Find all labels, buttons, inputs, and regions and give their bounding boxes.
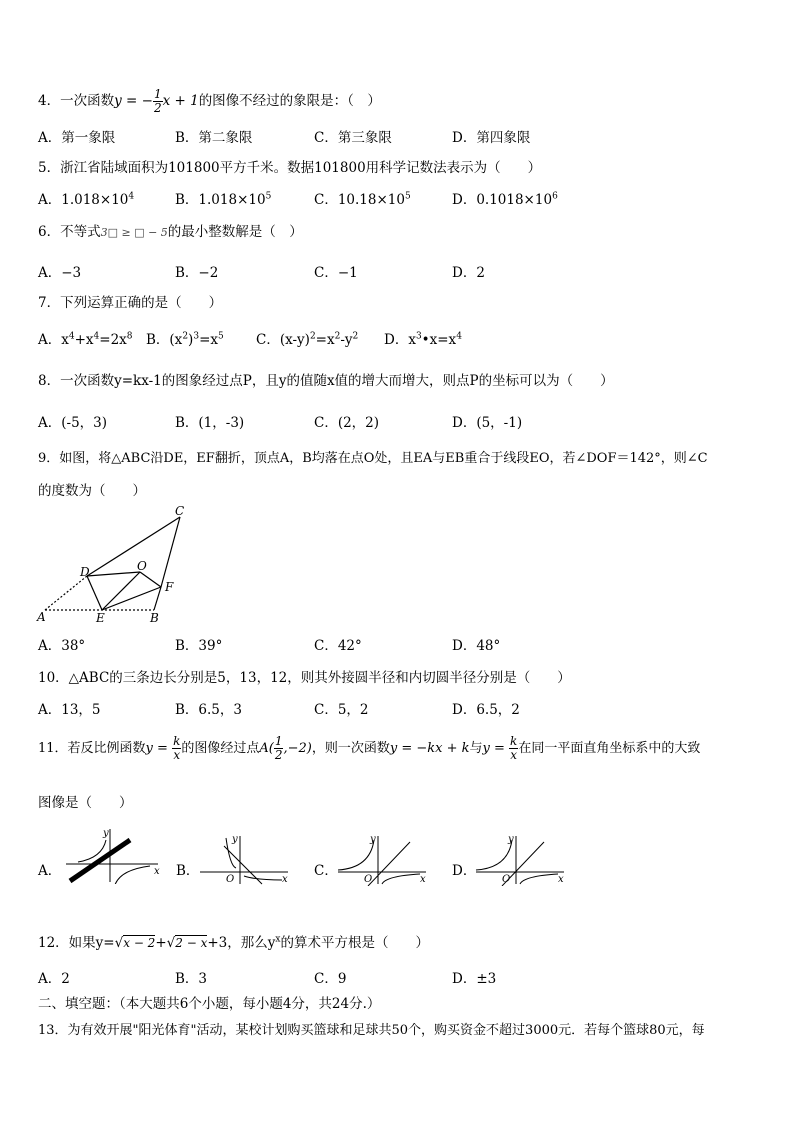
q6-option-d[interactable]: D．2 — [452, 265, 485, 281]
q11-graph-d[interactable] — [472, 830, 572, 886]
q5-option-a[interactable]: A．$1.018\times 10^4$ — [38, 191, 135, 208]
q5-option-b[interactable]: B．$1.018\times 10^5$ — [175, 191, 272, 208]
q4-option-c[interactable]: C．第三象限 — [314, 130, 392, 146]
svg-text:x: x — [282, 874, 288, 885]
question-6: 6．不等式3□ ≥ □ − 5的最小整数解是（ ） — [38, 224, 303, 240]
question-9-line1: 9．如图，将△ABC沿DE，EF翻折，顶点A，B均落在点O处，且EA与EB重合于线段EO，若∠DOF＝142°，则∠C — [38, 451, 708, 466]
q9-triangle-figure — [34, 500, 194, 625]
question-5: 5．浙江省陆域面积为101800平方千米。数据101800用科学记数法表示为（ ） — [38, 160, 542, 176]
section-2-heading: 二、填空题：（本大题共6个小题，每小题4分，共24分.） — [38, 996, 381, 1012]
question-13: 13．为有效开展"阳光体育"活动，某校计划购买篮球和足球共50个，购买资金不超过3000元．若每个篮球80元，每 — [38, 1023, 705, 1038]
q6-option-b[interactable]: B．−2 — [175, 265, 219, 281]
q4-option-a[interactable]: A．第一象限 — [38, 130, 116, 146]
q8-options — [38, 411, 738, 429]
q7-option-d[interactable]: D．$x^3•x=x^4$ — [384, 331, 462, 348]
q4-fraction: $\frac{1}{2}$ — [153, 87, 162, 115]
q7-option-b[interactable]: B．$(x^2)^3=x^5$ — [146, 331, 224, 348]
q11-graph-a[interactable] — [58, 826, 168, 884]
label-c: C — [175, 504, 185, 518]
q9-option-b[interactable]: B．39° — [175, 638, 223, 654]
svg-text:O: O — [364, 874, 373, 885]
q10-option-b[interactable]: B．6.5，3 — [175, 702, 242, 718]
q6-option-c[interactable]: C．−1 — [314, 265, 358, 281]
q4-option-b[interactable]: B．第二象限 — [175, 130, 253, 146]
q7-option-a[interactable]: A．$x^4+x^4=2x^8$ — [38, 331, 133, 348]
q12-options — [38, 967, 738, 985]
q11-option-d[interactable]: D． — [452, 863, 477, 879]
q11-option-c[interactable]: C． — [314, 863, 338, 879]
q5-option-d[interactable]: D．$0.1018\times 10^6$ — [452, 191, 558, 208]
q4-option-d[interactable]: D．第四象限 — [452, 130, 531, 146]
q6-formula: 3□ ≥ □ − 5 — [100, 226, 168, 239]
question-4: 4．一次函数y = − $\frac{1}{2}$ x + 1的图像不经过的象限是：（ ） — [38, 87, 381, 115]
q10-options — [38, 698, 738, 716]
question-11: 11．若反比例函数y = $\frac{k}{x}$ 的图像经过点A( $\frac{1}{2}$ ,−2)，则一次函数y = −kx + k与y = $\frac{k}{x}$ 在同一平面直角坐标系中的大致 — [38, 734, 701, 762]
q9-option-d[interactable]: D．48° — [452, 638, 501, 654]
q12-option-d[interactable]: D．±3 — [452, 971, 497, 987]
question-11-line2: 图像是（ ） — [38, 795, 133, 811]
q11-point-fraction: $\frac{1}{2}$ — [274, 734, 283, 762]
q8-option-d[interactable]: D．(5，-1) — [452, 415, 523, 431]
svg-text:y: y — [370, 834, 376, 845]
label-d: D — [80, 565, 90, 579]
q12-option-b[interactable]: B．3 — [175, 971, 208, 987]
q12-option-c[interactable]: C．9 — [314, 971, 347, 987]
question-10: 10．△ABC的三条边长分别是5，13，12，则其外接圆半径和内切圆半径分别是（ ） — [38, 670, 571, 686]
svg-text:y: y — [508, 834, 514, 845]
q10-option-c[interactable]: C．5，2 — [314, 702, 369, 718]
svg-text:x: x — [558, 874, 564, 885]
q5-options — [38, 188, 738, 206]
q9-options — [38, 634, 738, 652]
q11-option-b[interactable]: B． — [176, 863, 200, 879]
q11-graph-c[interactable] — [334, 830, 434, 886]
question-9-line2: 的度数为（ ） — [38, 483, 146, 499]
svg-text:y: y — [103, 828, 109, 839]
q8-option-b[interactable]: B．(1，-3) — [175, 415, 245, 431]
q9-option-a[interactable]: A．38° — [38, 638, 86, 654]
q12-option-a[interactable]: A．2 — [38, 971, 70, 987]
svg-text:O: O — [502, 874, 511, 885]
q7-options — [38, 328, 738, 346]
svg-text:x: x — [154, 866, 160, 877]
q8-option-c[interactable]: C．(2，2) — [314, 415, 380, 431]
label-o: O — [137, 559, 147, 573]
q6-options — [38, 261, 738, 279]
q4-options — [38, 126, 738, 144]
label-b: B — [150, 611, 159, 625]
label-e: E — [96, 611, 105, 625]
sqrt-2: √2 − x — [166, 935, 208, 951]
q5-option-c[interactable]: C．$10.18\times 10^5$ — [314, 191, 411, 208]
svg-text:x: x — [420, 874, 426, 885]
question-12: 12．如果y=√x − 2+√2 − x+3，那么$y^x$的算术平方根是（ ） — [38, 934, 429, 951]
q10-option-d[interactable]: D．6.5，2 — [452, 702, 520, 718]
svg-text:y: y — [232, 834, 238, 845]
label-f: F — [165, 580, 174, 594]
question-7: 7．下列运算正确的是（ ） — [38, 295, 223, 311]
q9-option-c[interactable]: C．42° — [314, 638, 362, 654]
q10-option-a[interactable]: A．13，5 — [38, 702, 101, 718]
question-8: 8．一次函数y=kx-1的图象经过点P，且y的值随x值的增大而增大，则点P的坐标可以为（ ） — [38, 373, 614, 389]
q11-option-a[interactable]: A． — [38, 863, 62, 879]
q11-graph-b[interactable] — [196, 830, 296, 886]
q11-fraction-k-over-x: $\frac{k}{x}$ — [173, 734, 181, 762]
q6-option-a[interactable]: A．−3 — [38, 265, 82, 281]
q4-suffix: 的图像不经过的象限是：（ ） — [198, 93, 381, 109]
q4-formula: y = − — [114, 93, 153, 109]
q8-option-a[interactable]: A．(-5，3) — [38, 415, 108, 431]
q4-prefix: 4．一次函数 — [38, 93, 115, 109]
label-a: A — [37, 610, 46, 624]
sqrt-1: √x − 2 — [114, 935, 156, 951]
svg-text:O: O — [226, 874, 235, 885]
q7-option-c[interactable]: C．$(x-y)^2=x^2-y^2$ — [256, 331, 359, 348]
